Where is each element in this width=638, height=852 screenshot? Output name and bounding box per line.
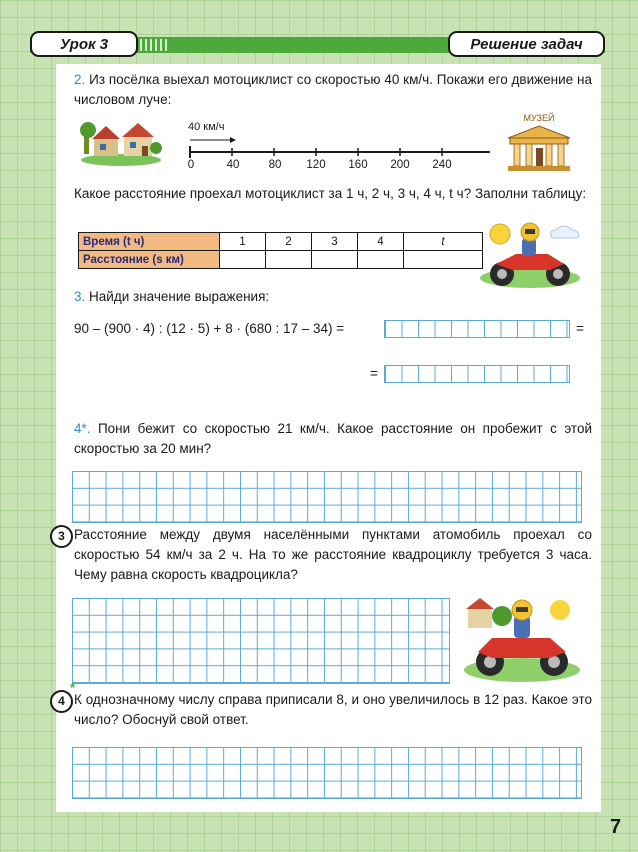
distance-row-label: Расстояние (s км) — [79, 251, 220, 269]
topic-label: Решение задач — [448, 31, 605, 57]
task2-number: 2. — [74, 72, 86, 87]
museum-label: МУЗЕЙ — [523, 113, 555, 123]
table-header-cell: t — [404, 233, 483, 251]
tick-label: 240 — [432, 159, 452, 171]
answer-cell[interactable] — [220, 251, 266, 269]
task4-number: 4*. — [74, 421, 91, 436]
lesson-label: Урок 3 — [30, 31, 138, 57]
answer-grid[interactable] — [72, 747, 582, 799]
extra4-text: К однозначному числу справа приписали 8, и оно увеличилось в 12 раз. Какое это число? Обоснуй свой ответ. — [74, 692, 592, 727]
table-header-cell: 2 — [266, 233, 312, 251]
tick-label: 80 — [268, 159, 282, 171]
museum-building-icon — [506, 124, 572, 172]
answer-grid[interactable] — [72, 471, 582, 523]
page-header — [30, 31, 605, 57]
tick-label: 0 — [187, 159, 195, 171]
table-header-cell: 4 — [358, 233, 404, 251]
answer-cells-row[interactable] — [384, 320, 570, 338]
answer-cell[interactable] — [312, 251, 358, 269]
tick-label: 200 — [390, 159, 410, 171]
village-picture — [80, 118, 162, 166]
task4-text-block — [74, 419, 592, 459]
table-row — [79, 233, 483, 251]
tick-label: 160 — [348, 159, 368, 171]
answer-cell[interactable] — [404, 251, 483, 269]
task3-text-block — [74, 287, 524, 307]
task3-text: Найди значение выражения: — [89, 289, 270, 304]
table-header-cell: 1 — [220, 233, 266, 251]
answer-cell[interactable] — [358, 251, 404, 269]
answer-cell[interactable] — [266, 251, 312, 269]
motorcyclist-picture — [478, 218, 584, 292]
extra3-text: Расстояние между двумя населёнными пунктами атомобиль проехал со скоростью 54 км/ч за 2 ч. На то же расстояние квадроциклу требуется 3 часа. Чему равна скорость квадроцикла? — [74, 527, 592, 582]
equals-sign: = — [370, 366, 378, 381]
tick-label: 120 — [306, 159, 326, 171]
task2-text-block — [74, 70, 592, 110]
expression: 90 – (900 · 4) : (12 · 5) + 8 · (680 : 17 – 34) = — [74, 321, 345, 336]
tick-label: 40 — [226, 159, 240, 171]
task3-number: 3. — [74, 289, 86, 304]
extra-task-number: 4 — [50, 690, 73, 713]
header-stripes — [140, 39, 170, 51]
quad-bike-picture — [462, 594, 580, 684]
speed-label: 40 км/ч — [188, 121, 225, 133]
page-number: 7 — [610, 816, 622, 838]
equals-sign: = — [576, 321, 584, 336]
answer-grid[interactable] — [72, 598, 450, 684]
answer-cells-row[interactable] — [384, 365, 570, 383]
task2-text: Из посёлка выехал мотоциклист со скоростью 40 км/ч. Покажи его движение на числовом луче: — [74, 72, 592, 107]
distance-table — [78, 232, 483, 269]
extra-task-number: 3 — [50, 525, 73, 548]
time-row-label: Время (t ч) — [79, 233, 220, 251]
task2-question: Какое расстояние проехал мотоциклист за 1 ч, 2 ч, 3 ч, 4 ч, t ч? Заполни таблицу: — [74, 186, 587, 201]
task4-text: Пони бежит со скоростью 21 км/ч. Какое расстояние он пробежит с этой скоростью за 20 мин? — [74, 421, 592, 456]
star-mark: * — [70, 680, 76, 695]
table-header-cell: 3 — [312, 233, 358, 251]
table-row — [79, 251, 483, 269]
